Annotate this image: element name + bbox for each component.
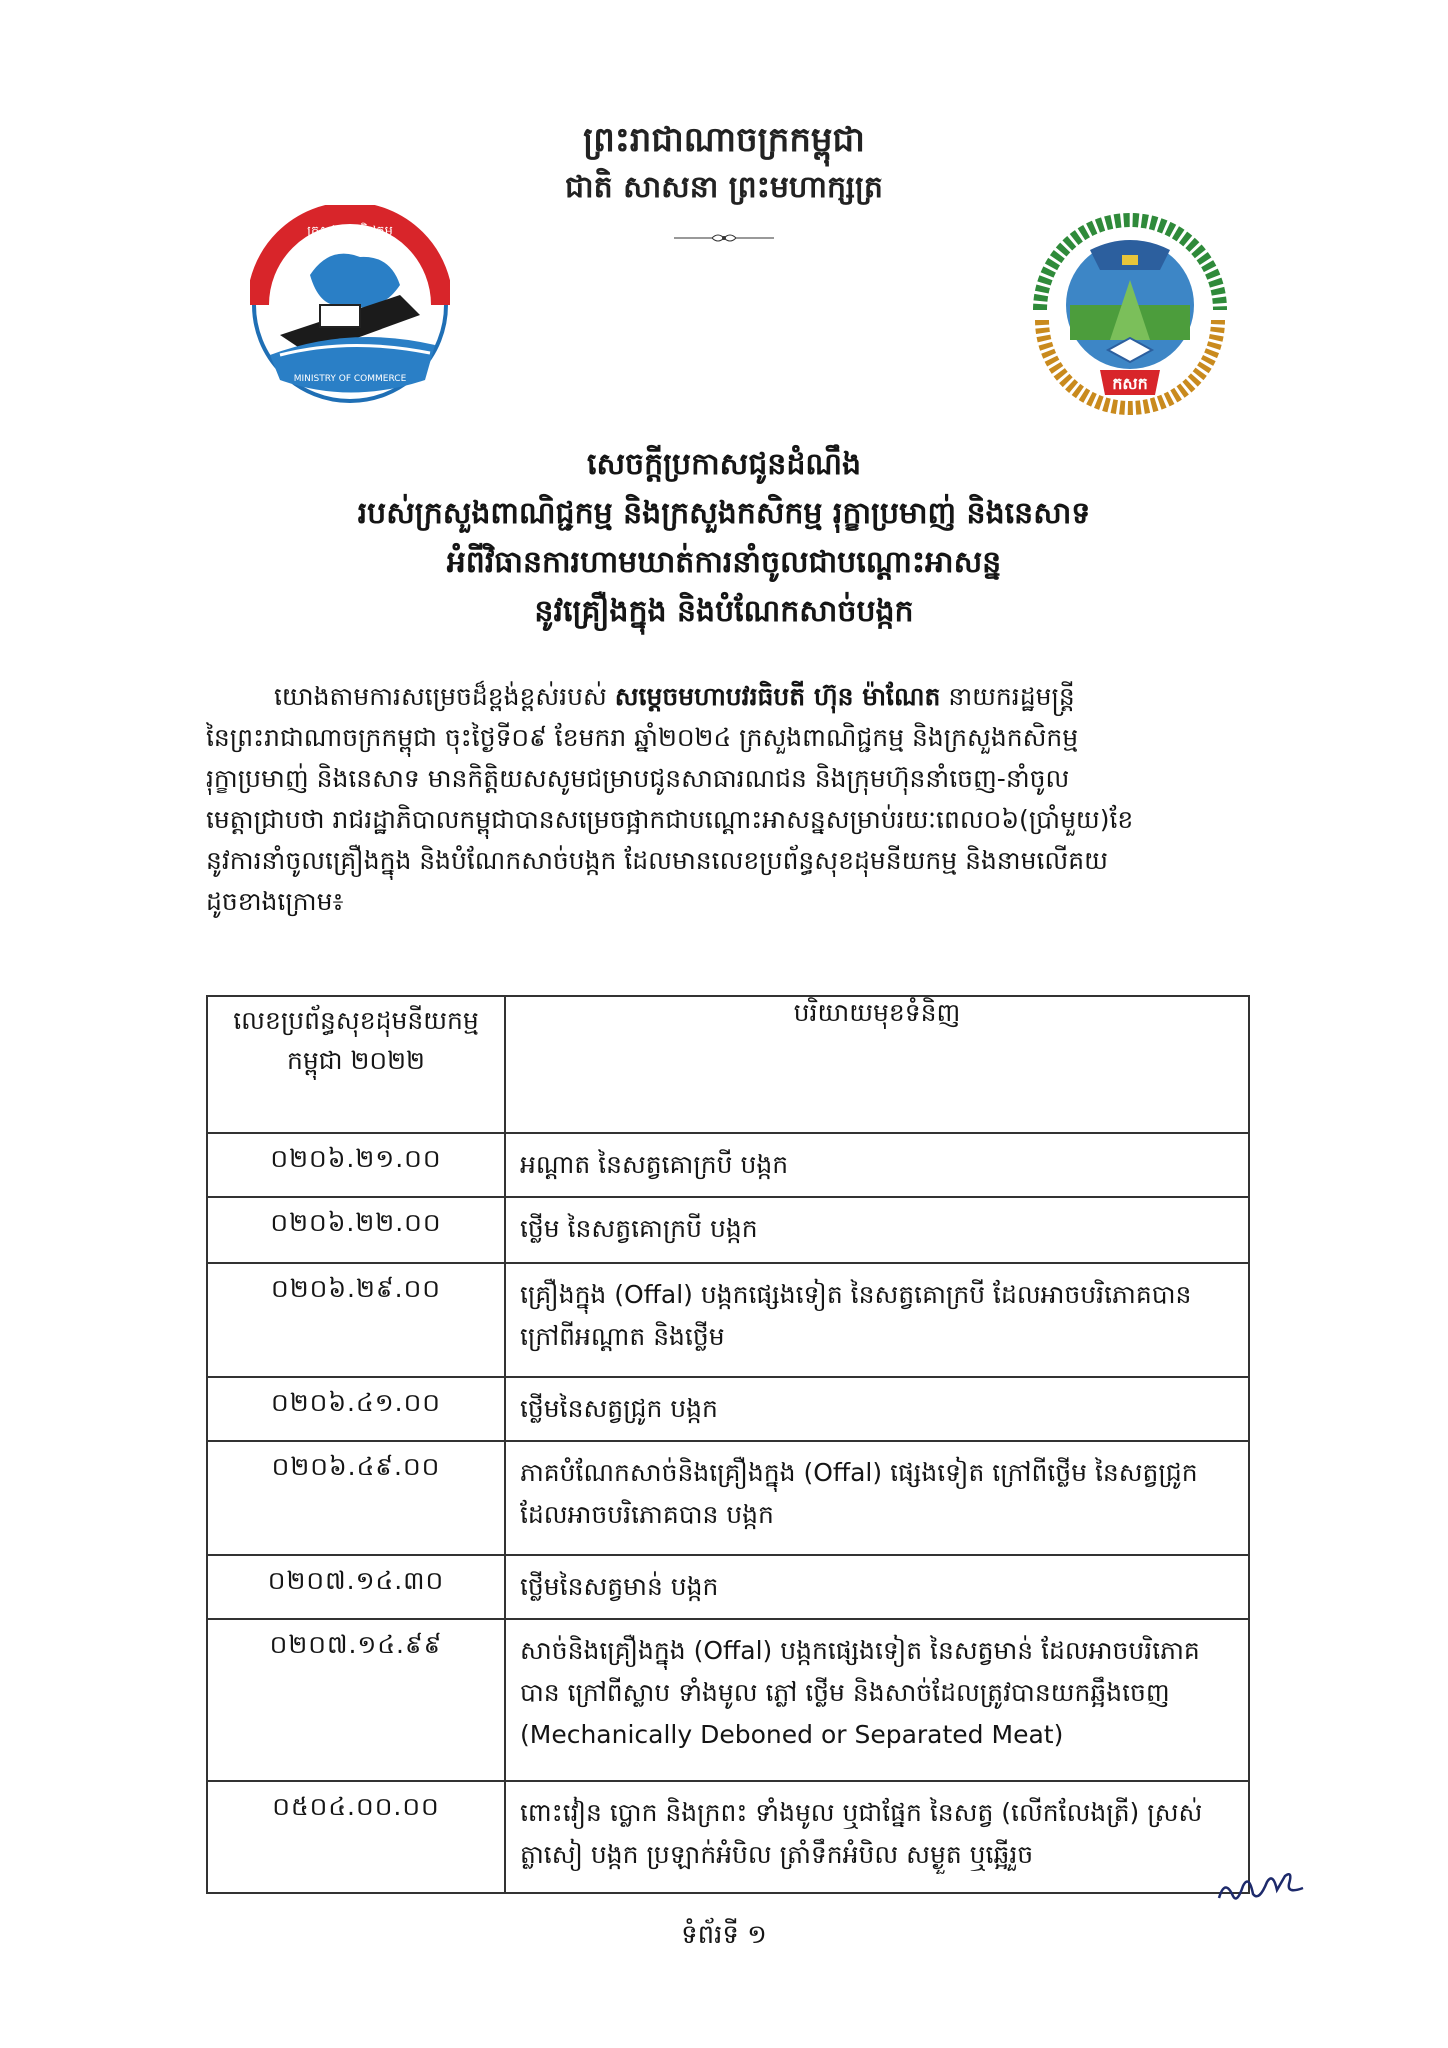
hs-code-cell: ០២០៦.៤១.០០	[207, 1377, 505, 1441]
description-cell: អណ្តាត នៃសត្វគោក្របី បង្កក	[505, 1133, 1249, 1197]
paragraph-line-1	[206, 676, 1252, 717]
description-cell: ភាគបំណែកសាច់និងគ្រឿងក្នុង (Offal) ផ្សេងទៀត ក្រៅពីថ្លើម នៃសត្វជ្រូក ដែលអាចបរិភោគបាន បង្កក	[505, 1441, 1249, 1555]
description-cell: ថ្លើមនៃសត្វជ្រូក បង្កក	[505, 1377, 1249, 1441]
description-cell: គ្រឿងក្នុង (Offal) បង្កកផ្សេងទៀត នៃសត្វគោក្របី ដែលអាចបរិភោគបាន ក្រៅពីអណ្តាត និងថ្លើម	[505, 1263, 1249, 1377]
kingdom-title: ព្រះរាជាណាចក្រកម្ពុជា	[583, 120, 865, 160]
table-row	[207, 1619, 1249, 1781]
hs-code-table	[206, 995, 1250, 1894]
hs-code-cell: ០២០៦.៤៩.០០	[207, 1441, 505, 1555]
table-row	[207, 1133, 1249, 1197]
prime-minister-title: នាយករដ្ឋមន្ត្រី	[948, 682, 1075, 711]
announcement-title	[0, 440, 1448, 636]
logo-right-text: កសក	[1112, 374, 1148, 393]
paragraph-intro: យោងតាមការសម្រេចដ៏ខ្ពង់ខ្ពស់របស់	[274, 682, 607, 711]
hs-code-cell: ០២០៦.២១.០០	[207, 1133, 505, 1197]
table-row	[207, 1263, 1249, 1377]
table-row	[207, 1197, 1249, 1263]
table-header-row	[207, 996, 1249, 1133]
paragraph-line-4: មេត្តាជ្រាបថា រាជរដ្ឋាភិបាលកម្ពុជាបានសម្រេចផ្អាកជាបណ្តោះអាសន្នសម្រាប់រយៈពេល០៦(ប្រាំមួយ)ខែ	[206, 805, 1134, 834]
prime-minister-name: សម្តេចមហាបវរធិបតី ហ៊ុន ម៉ាណែត	[614, 682, 941, 711]
ornament-divider	[674, 232, 774, 244]
paragraph-line-6: ដូចខាងក្រោម៖	[206, 887, 344, 916]
title-line-4: នូវគ្រឿងក្នុង និងបំណែកសាច់បង្កក	[534, 594, 914, 629]
hs-code-cell: ០២០៧.១៤.៣០	[207, 1555, 505, 1619]
title-line-3: អំពីវិធានការហាមឃាត់ការនាំចូលជាបណ្តោះអាសន្ន	[446, 545, 1002, 580]
signature-initials	[1215, 1868, 1310, 1908]
header-description: បរិយាយមុខទំនិញ	[505, 996, 1249, 1133]
logo-band-text: MINISTRY OF COMMERCE	[293, 374, 407, 384]
logo-left-text: ក្រសួងពាណិជ្ជកម្ម	[307, 224, 393, 239]
header-hs-code-line-1: លេខប្រព័ន្ធសុខដុមនីយកម្ម	[233, 1006, 479, 1035]
table-row	[207, 1781, 1249, 1893]
hs-code-cell: ០២០៦.២២.០០	[207, 1197, 505, 1263]
title-line-1: សេចក្តីប្រកាសជូនដំណឹង	[586, 447, 862, 482]
table-row	[207, 1441, 1249, 1555]
description-cell: ថ្លើម នៃសត្វគោក្របី បង្កក	[505, 1197, 1249, 1263]
description-cell: សាច់និងគ្រឿងក្នុង (Offal) បង្កកផ្សេងទៀត នៃសត្វមាន់ ដែលអាចបរិភោគបាន ក្រៅពីស្លាប ទាំងមូល ភ្លៅ ថ្លើម និងសាច់ដែលត្រូវបានយកឆ្អឹងចេញ (Mechanically Deboned or Separated Meat)	[505, 1619, 1249, 1781]
ministry-of-agriculture-logo	[1030, 210, 1230, 420]
paragraph-line-3: រុក្ខាប្រមាញ់ និងនេសាទ មានកិត្តិយសសូមជម្រាបជូនសាធារណជន និងក្រុមហ៊ុននាំចេញ-នាំចូល	[206, 764, 1070, 793]
description-cell: ថ្លើមនៃសត្វមាន់ បង្កក	[505, 1555, 1249, 1619]
hs-code-cell: ០២០៦.២៩.០០	[207, 1263, 505, 1377]
table-row	[207, 1555, 1249, 1619]
table-row	[207, 1377, 1249, 1441]
header-hs-code	[207, 996, 505, 1133]
page-number: ទំព័រទី ១	[681, 1920, 767, 1950]
ministry-of-commerce-logo	[250, 205, 450, 405]
description-cell: ពោះវៀន ប្លោក និងក្រពះ ទាំងមូល ឬជាផ្នែក នៃសត្វ (លើកលែងត្រី) ស្រស់ ត្លាសៀ បង្កក ប្រឡាក់អំបិល ត្រាំទឹកអំបិល សម្ងួត ឬឆ្អើរួច	[505, 1781, 1249, 1893]
national-motto: ជាតិ សាសនា ព្រះមហាក្សត្រ	[565, 170, 883, 205]
paragraph-line-5: នូវការនាំចូលគ្រឿងក្នុង និងបំណែកសាច់បង្កក ដែលមានលេខប្រព័ន្ធសុខដុមនីយកម្ម និងនាមលើគយ	[206, 846, 1108, 875]
title-line-2: របស់ក្រសួងពាណិជ្ជកម្ម និងក្រសួងកសិកម្ម រុក្ខាប្រមាញ់ និងនេសាទ	[357, 496, 1091, 531]
hs-code-cell: ០២០៧.១៤.៩៩	[207, 1619, 505, 1781]
header-hs-code-line-2: កម្ពុជា ២០២២	[287, 1046, 425, 1075]
hs-code-cell: ០៥០៤.០០.០០	[207, 1781, 505, 1893]
body-paragraph	[206, 676, 1252, 922]
paragraph-line-2: នៃព្រះរាជាណាចក្រកម្ពុជា ចុះថ្ងៃទី០៩ ខែមករា ឆ្នាំ២០២៤ ក្រសួងពាណិជ្ជកម្ម និងក្រសួងកសិកម្ម	[206, 723, 1079, 752]
